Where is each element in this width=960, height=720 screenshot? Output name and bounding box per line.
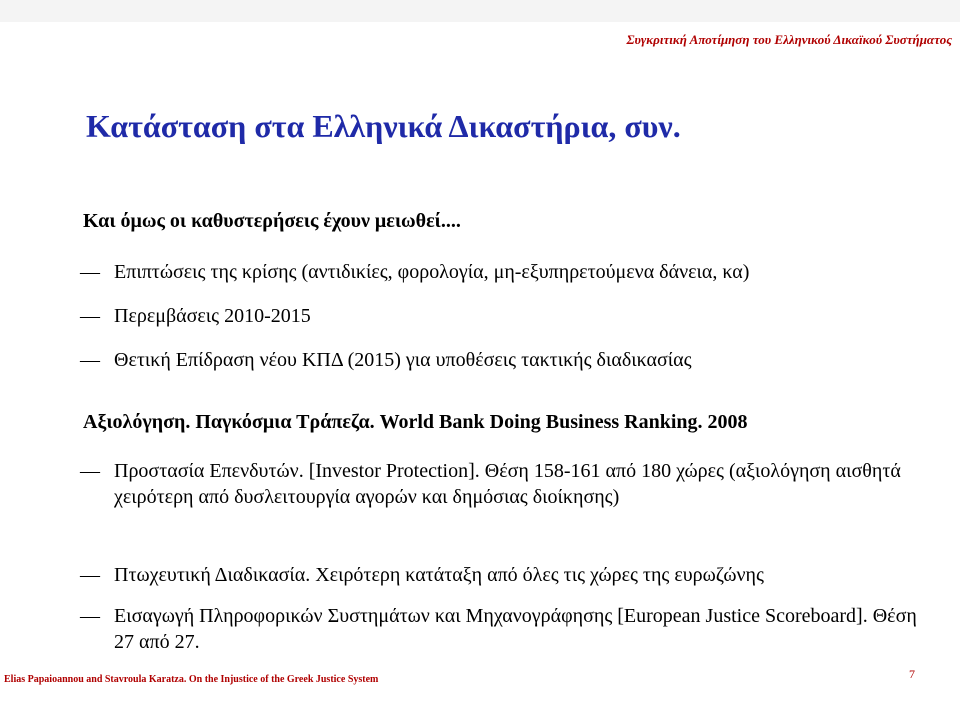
dash-bullet-icon: — <box>80 605 100 627</box>
list-item <box>80 458 940 510</box>
dash-bullet-icon: — <box>80 349 100 371</box>
bullet-text: Πτωχευτική Διαδικασία. Χειρότερη κατάταξη από όλες τις χώρες της ευρωζώνης <box>114 564 764 586</box>
bullet-text: Προστασία Επενδυτών. [Investor Protection]. Θέση 158-161 από 180 χώρες (αξιολόγηση αισθητά χειρότερη από δυσλειτουργία αγορών και δημόσιας διοίκησης) <box>114 460 901 508</box>
page-number: 7 <box>909 667 915 681</box>
section-heading-world-bank: Αξιολόγηση. Παγκόσμια Τράπεζα. World Bank Doing Business Ranking. 2008 <box>83 411 748 433</box>
list-item <box>80 347 940 373</box>
footer-authors: Elias Papaioannou and Stavroula Karatza. On the Injustice of the Greek Justice System <box>4 674 379 685</box>
bullet-text: Περεμβάσεις 2010-2015 <box>114 305 311 327</box>
list-item <box>80 603 940 655</box>
list-item <box>80 259 940 285</box>
section-heading-delays: Και όμως οι καθυστερήσεις έχουν μειωθεί.... <box>83 210 461 232</box>
bullet-text: Επιπτώσεις της κρίσης (αντιδικίες, φορολογία, μη-εξυπηρετούμενα δάνεια, κα) <box>114 261 750 283</box>
header-band <box>0 0 960 22</box>
bullet-text: Θετική Επίδραση νέου ΚΠΔ (2015) για υποθέσεις τακτικής διαδικασίας <box>114 349 692 371</box>
dash-bullet-icon: — <box>80 305 100 327</box>
bullet-text: Εισαγωγή Πληροφορικών Συστημάτων και Μηχανογράφησης [European Justice Scoreboard]. Θέση 27 από 27. <box>114 605 917 653</box>
running-header-title: Συγκριτική Αποτίμηση του Ελληνικού Δικαϊκού Συστήματος <box>626 32 952 47</box>
list-item <box>80 562 940 588</box>
dash-bullet-icon: — <box>80 564 100 586</box>
list-item <box>80 303 940 329</box>
dash-bullet-icon: — <box>80 460 100 482</box>
dash-bullet-icon: — <box>80 261 100 283</box>
slide-title: Κατάσταση στα Ελληνικά Δικαστήρια, συν. <box>86 108 681 144</box>
